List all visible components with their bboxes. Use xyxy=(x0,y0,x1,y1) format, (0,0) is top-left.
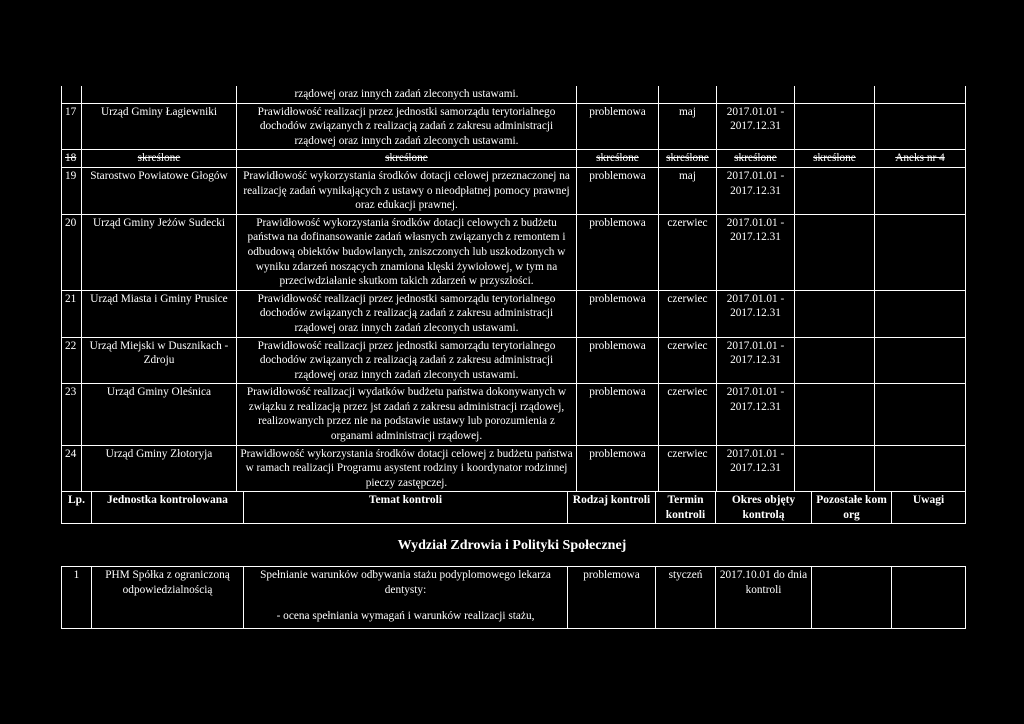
cell-other xyxy=(795,103,875,150)
cell-lp: 17 xyxy=(62,103,82,150)
cell-topic: Prawidłowość realizacji przez jednostki samorządu terytorialnego dochodów związanych z realizacją zadań z zakresu administracji rządowej oraz innych zadań zleconych ustawami. xyxy=(237,103,577,150)
cell-term: maj xyxy=(659,103,717,150)
cell-notes xyxy=(875,214,966,290)
cell-period: skreślone xyxy=(717,150,795,168)
cell-notes xyxy=(875,167,966,214)
cell-notes: Aneks nr 4 xyxy=(875,150,966,168)
cell-other xyxy=(795,445,875,492)
header-row xyxy=(62,492,966,524)
cell-topic: rządowej oraz innych zadań zleconych ustawami. xyxy=(237,86,577,103)
cell-topic: Prawidłowość realizacji przez jednostki samorządu terytorialnego dochodów związanych z realizacją zadań z zakresu administracji rządowej oraz innych zadań zleconych ustawami. xyxy=(237,290,577,337)
header-notes: Uwagi xyxy=(892,492,966,524)
cell-unit: Urząd Miejski w Dusznikach - Zdroju xyxy=(82,337,237,384)
cell-lp: 1 xyxy=(62,567,92,629)
table-row xyxy=(62,167,966,214)
table-row xyxy=(62,445,966,492)
cell-kind: problemowa xyxy=(577,337,659,384)
cell-lp: 22 xyxy=(62,337,82,384)
cell-kind: problemowa xyxy=(577,103,659,150)
cell-term: czerwiec xyxy=(659,384,717,445)
header-unit: Jednostka kontrolowana xyxy=(92,492,244,524)
control-plan-header-table xyxy=(61,491,966,524)
table-row xyxy=(62,150,966,168)
cell-notes xyxy=(875,103,966,150)
cell-kind: problemowa xyxy=(577,384,659,445)
table-row xyxy=(62,337,966,384)
header-period: Okres objęty kontrolą xyxy=(716,492,812,524)
cell-kind: problemowa xyxy=(577,167,659,214)
section-heading: Wydział Zdrowia i Polityki Społecznej xyxy=(397,538,627,553)
table-row xyxy=(62,567,966,629)
cell-unit: Urząd Miasta i Gminy Prusice xyxy=(82,290,237,337)
cell-period: 2017.01.01 - 2017.12.31 xyxy=(717,290,795,337)
cell-unit: Urząd Gminy Oleśnica xyxy=(82,384,237,445)
cell-topic: skreślone xyxy=(237,150,577,168)
cell-period: 2017.01.01 - 2017.12.31 xyxy=(717,167,795,214)
cell-lp: 19 xyxy=(62,167,82,214)
cell-kind: problemowa xyxy=(577,214,659,290)
cell-term: czerwiec xyxy=(659,290,717,337)
cell-notes xyxy=(892,567,966,629)
cell-unit: PHM Spółka z ograniczoną odpowiedzialnością xyxy=(92,567,244,629)
cell-term: czerwiec xyxy=(659,445,717,492)
cell-term: czerwiec xyxy=(659,214,717,290)
topic-line-1: Spełnianie warunków odbywania stażu podyplomowego lekarza dentysty: xyxy=(260,569,551,596)
header-lp: Lp. xyxy=(62,492,92,524)
header-other: Pozostałe kom org xyxy=(812,492,892,524)
cell-lp: 23 xyxy=(62,384,82,445)
header-term: Termin kontroli xyxy=(656,492,716,524)
cell-lp: 24 xyxy=(62,445,82,492)
topic-line-2: - ocena spełniania wymagań i warunków realizacji stażu, xyxy=(276,610,535,623)
cell-lp: 18 xyxy=(62,150,82,168)
cell-other xyxy=(812,567,892,629)
cell-period: 2017.01.01 - 2017.12.31 xyxy=(717,445,795,492)
cell-term: czerwiec xyxy=(659,337,717,384)
cell-unit: skreślone xyxy=(82,150,237,168)
cell-other: skreślone xyxy=(795,150,875,168)
cell-term: maj xyxy=(659,167,717,214)
cell-period: 2017.01.01 - 2017.12.31 xyxy=(717,384,795,445)
table-row xyxy=(62,214,966,290)
table-row xyxy=(62,384,966,445)
table-row xyxy=(62,86,966,103)
cell-unit: Urząd Gminy Łagiewniki xyxy=(82,103,237,150)
cell-notes xyxy=(875,290,966,337)
cell-kind: problemowa xyxy=(577,445,659,492)
cell-unit: Starostwo Powiatowe Głogów xyxy=(82,167,237,214)
cell-kind: problemowa xyxy=(568,567,656,629)
table-row xyxy=(62,103,966,150)
cell-other xyxy=(795,214,875,290)
cell-notes xyxy=(875,445,966,492)
cell-other xyxy=(795,167,875,214)
cell-topic: Prawidłowość realizacji przez jednostki samorządu terytorialnego dochodów związanych z realizacją zadań z zakresu administracji rządowej oraz innych zadań zleconych ustawami. xyxy=(237,337,577,384)
cell-lp: 20 xyxy=(62,214,82,290)
cell-term: skreślone xyxy=(659,150,717,168)
cell-lp: 21 xyxy=(62,290,82,337)
cell-other xyxy=(795,384,875,445)
cell-unit: Urząd Gminy Złotoryja xyxy=(82,445,237,492)
table-row xyxy=(62,290,966,337)
cell-term: styczeń xyxy=(656,567,716,629)
cell-notes xyxy=(875,384,966,445)
cell-period: 2017.10.01 do dnia kontroli xyxy=(716,567,812,629)
control-plan-table-1 xyxy=(61,86,966,492)
cell-period: 2017.01.01 - 2017.12.31 xyxy=(717,214,795,290)
cell-topic: Prawidłowość wykorzystania środków dotacji celowej przeznaczonej na realizację zadań wynikających z ustawy o nieodpłatnej pomocy prawnej oraz edukacji prawnej. xyxy=(237,167,577,214)
cell-topic xyxy=(244,567,568,629)
cell-kind: skreślone xyxy=(577,150,659,168)
cell-topic: Prawidłowość wykorzystania środków dotacji celowych z budżetu państwa na dofinansowanie zadań własnych związanych z remontem i odbudową obiektów budowlanych, zniszczonych lub uszkodzonych w wyniku zdarzeń noszących znamiona klęski żywiołowej, w tym na przeciwdziałanie skutkom takich zdarzeń w przyszłości. xyxy=(237,214,577,290)
cell-unit: Urząd Gminy Jeżów Sudecki xyxy=(82,214,237,290)
cell-kind: problemowa xyxy=(577,290,659,337)
cell-period: 2017.01.01 - 2017.12.31 xyxy=(717,337,795,384)
header-topic: Temat kontroli xyxy=(244,492,568,524)
cell-topic: Prawidłowość realizacji wydatków budżetu państwa dokonywanych w związku z realizacją przez jst zadań z zakresu administracji rządowej, realizowanych przez nie na podstawie ustawy lub porozumienia z organami administracji rządowej. xyxy=(237,384,577,445)
control-plan-table-3 xyxy=(61,566,966,629)
cell-other xyxy=(795,290,875,337)
cell-period: 2017.01.01 - 2017.12.31 xyxy=(717,103,795,150)
cell-notes xyxy=(875,337,966,384)
header-kind: Rodzaj kontroli xyxy=(568,492,656,524)
cell-other xyxy=(795,337,875,384)
cell-topic: Prawidłowość wykorzystania środków dotacji celowej z budżetu państwa w ramach realizacji Programu asystent rodziny i koordynator rodzinnej pieczy zastępczej. xyxy=(237,445,577,492)
